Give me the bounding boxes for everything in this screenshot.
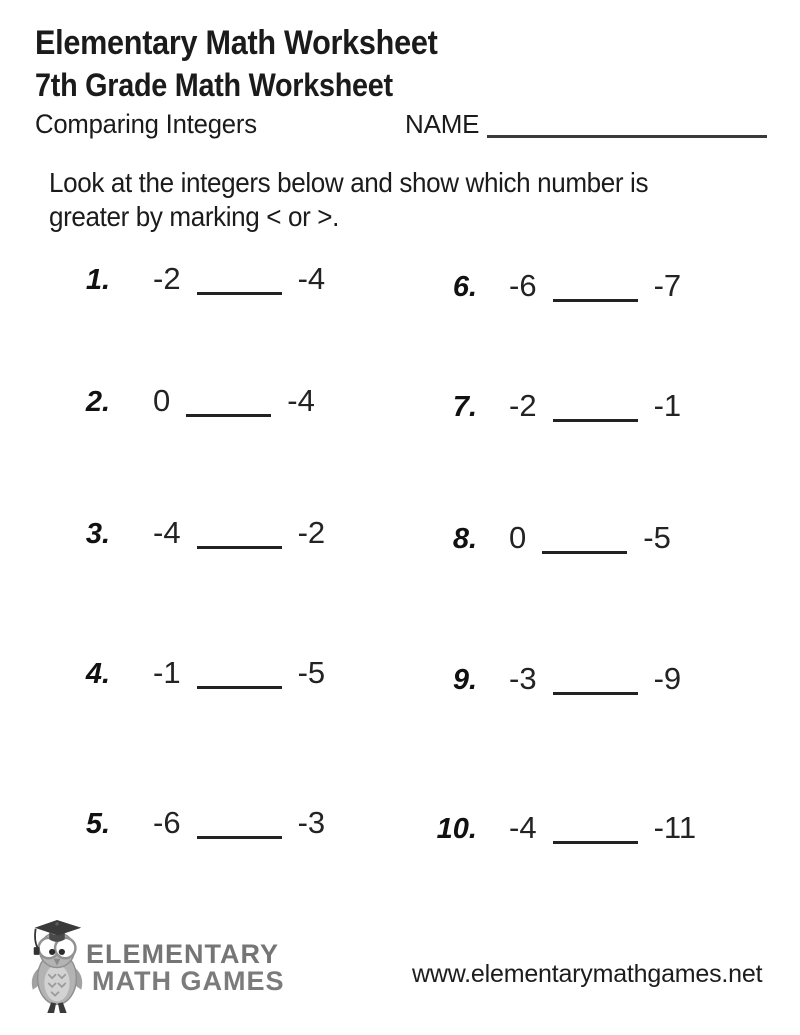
answer-blank (553, 692, 638, 695)
logo-text-elementary: ELEMENTARY (86, 939, 280, 969)
right-integer: -11 (653, 810, 697, 845)
problem-row-4 (50, 655, 325, 691)
problem-row-6 (405, 268, 681, 304)
answer-blank (553, 299, 638, 302)
grade-title: 7th Grade Math Worksheet (35, 67, 393, 103)
problem-number: 5. (85, 808, 110, 840)
left-integer: -6 (509, 268, 537, 303)
name-blank-line (487, 135, 767, 138)
right-integer: -4 (297, 261, 326, 296)
answer-blank (553, 841, 638, 844)
problem-row-2 (50, 383, 315, 419)
left-integer: -2 (509, 388, 537, 423)
problem-row-10 (405, 810, 696, 846)
instructions-line-2: greater by marking < or >. (49, 201, 339, 232)
problem-row-5 (50, 805, 325, 841)
problem-number: 9. (452, 664, 477, 696)
right-integer: -4 (287, 383, 315, 418)
left-integer: -2 (153, 261, 181, 296)
right-integer: -9 (653, 661, 682, 696)
left-integer: -4 (153, 515, 181, 550)
logo-text-math-games: MATH GAMES (92, 966, 285, 996)
problem-number: 1. (85, 264, 110, 296)
name-label: NAME (405, 109, 480, 139)
problem-number: 4. (85, 658, 110, 690)
topic-title: Comparing Integers (35, 109, 257, 139)
answer-blank (197, 836, 282, 839)
answer-blank (553, 419, 638, 422)
problem-number: 7. (452, 391, 477, 423)
name-field-row (405, 109, 767, 140)
left-integer: -1 (153, 655, 181, 690)
left-integer: -6 (153, 805, 181, 840)
problem-row-8 (405, 520, 671, 556)
right-integer: -7 (653, 268, 682, 303)
right-integer: -2 (297, 515, 326, 550)
right-integer: -3 (297, 805, 326, 840)
owl-with-graduation-cap-icon (29, 918, 85, 1015)
right-integer: -1 (653, 388, 682, 423)
problem-row-9 (405, 661, 681, 697)
left-integer: 0 (509, 520, 527, 555)
instructions-line-1: Look at the integers below and show which number is (49, 167, 649, 198)
problem-number: 3. (85, 518, 110, 550)
answer-blank (197, 292, 282, 295)
problem-number: 6. (452, 271, 477, 303)
problem-row-1 (50, 261, 325, 297)
answer-blank (186, 414, 271, 417)
answer-blank (197, 546, 282, 549)
problem-number: 10. (436, 813, 477, 845)
left-integer: -3 (509, 661, 537, 696)
problem-row-7 (405, 388, 681, 424)
right-integer: -5 (643, 520, 671, 555)
left-integer: 0 (153, 383, 171, 418)
right-integer: -5 (297, 655, 326, 690)
problem-row-3 (50, 515, 325, 551)
answer-blank (542, 551, 627, 554)
problem-number: 8. (452, 523, 477, 555)
instructions-text (49, 166, 648, 234)
answer-blank (197, 686, 282, 689)
worksheet-title: Elementary Math Worksheet (35, 24, 438, 62)
problem-number: 2. (85, 386, 110, 418)
left-integer: -4 (509, 810, 537, 845)
website-url: www.elementarymathgames.net (412, 960, 763, 988)
